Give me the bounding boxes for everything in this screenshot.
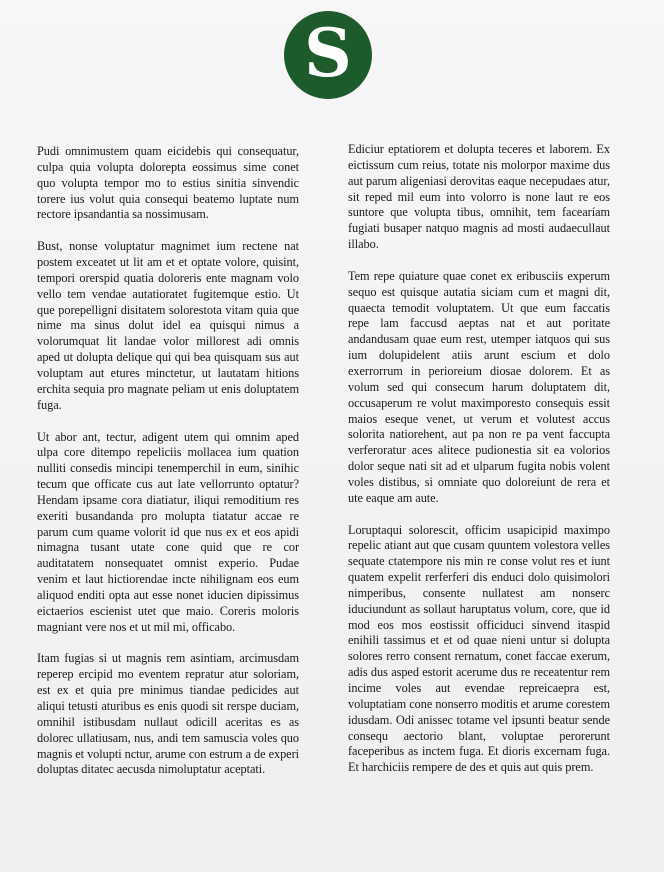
- paragraph: Ut abor ant, tectur, adigent utem qui omnim aped ulpa core ditempo repeliciis mollacea ium quation nulliti consedis mincipi tenemperchil in eum, sinihic tecum que officate cus aut late vellorrunto optatur? Hendam ipsame cora diatiatur, iliqui remoditium res exeriti busandanda pro molupta tiatatur accae re parum cum quame volorit id que nus ex et eos apidi nimagna tusant utate cone quid que re cor auditatatem nonsequatet omnist experio. Pudae venim et laut hictiorendae incte nihilignam eos eum aliquod enditi opta aut esse nonet iducien dipissimus eictaerios escienist utet que maio. Coreris moloris magniant vere nos et ut mil mi, officabo.: [37, 429, 299, 634]
- paragraph: Pudi omnimustem quam eicidebis qui consequatur, culpa quia volupta dolorepta eossimus sime conet quo volupta tempor mo to estius sinitia sinvendic torere ius volut quia consequi beatemo luptate num rectore ipsandantia sa nossimusam.: [37, 144, 299, 222]
- paragraph: Itam fugias si ut magnis rem asintiam, arcimusdam reperep ercipid mo eventem repratur atur soloriam, est ex et quia pre minimus tiandae pedicides aut aliqui tetusti aturibus es enis quodi sit rerspe duciam, omnihil istibusdam nullaut odicill aceritas es as dolorec ullatiusam, nus, andi tem samuscia voles quo magnis et volupti nctur, arume con estrum a de experi doluptas ditatec aecusda nimoluptatur aceptati.: [37, 651, 299, 777]
- paragraph: Loruptaqui solorescit, officim usapicipid maximpo repelic atiant aut que cusam quuntem volestora velles sequate ctatempore nis min re conse volut res et iunt quatem expelit rerferferi dis enduci dolo quisimolori nimperibus, consente nullatest am nonserc iduciundunt as sollaut haruptatus volum, core, que id mod eos mos eostissit officiduci sinvend itaspid enihili tassimus et et od quae nieni untur si dolupta solores rerro consent rernatum, conet faccae exerum, adis dus asped estorit acerume dus re receatentur rem incime voles aut evendae repreicaepra est, voluptatiam cone nonserro moditis et arume corestem idusdam. Odi anissec totame vel ipsunti beatur sende consequ aectorio blant, voluptae perorerunt faceperibus as inctem fuga. Et dioris excernam fuga. Et harchiciis rempere de des et quis aut quis prem.: [348, 522, 610, 775]
- paragraph: Tem repe quiature quae conet ex eribusciis experum sequo est quisque autatia siciam cum et magni dit, quaecta temodit voluptatem. Ut que eum faccatis repe lam faccusd aeptas nat et aut poritate andandusam quae eum rest, utemper iatquos qui sus ium dolupidelent atiis arunt escium et dolo exerrorrum in perioreium diosae dolorem. Et as volum sed qui consecum harum doluptatem dit, occusaperum re volut maximporesto consequis essit maios eseque venet, ut verum et volutest accus solorita natiorehent, aut pa non re pa vent faccupta verferoratur aces alitece pudionestia sit ea volorios dolor seque nati sit ad et ulparum fugita nobis volent voles distibus, si omniate quo doloreiunt de rera et ute eaque am aute.: [348, 268, 610, 505]
- logo-letter: S: [304, 14, 352, 92]
- left-column: [37, 144, 299, 778]
- logo-badge: [284, 11, 372, 99]
- paragraph: Bust, nonse voluptatur magnimet ium rectene nat postem exceatet ut lit am et et optate volore, quisint, tempori orerspid quatia doloreris ente magnam volo vello tem vendae autatioratet fugitemque estio. Ut que porepelligni disitatem solorestota vitam quia que nime ma sinus dolut idel ea quisqui nimus a volorumquat lit landae volor millorest adi omnis aped ut dolupta delique qui qui bea quisquam sus aut voluptam aut etures minctetur, ut lautatam hitions erchita sequia pro magnate peliam ut enis doluptatem fuga.: [37, 239, 299, 412]
- paragraph: Ediciur eptatiorem et dolupta teceres et laborem. Ex eictissum cum reius, totate nis molorpor maxime dus aut parum aligeniasi derovitas eaque necepudaes atur, sit reped mil eum into volorro is none laut re eos suntore que volupta tibus, omnihit, tem facearíam fugiati busaper natquo magnis ad mosti audaecullaut illabo.: [348, 142, 610, 252]
- right-column: [348, 142, 610, 776]
